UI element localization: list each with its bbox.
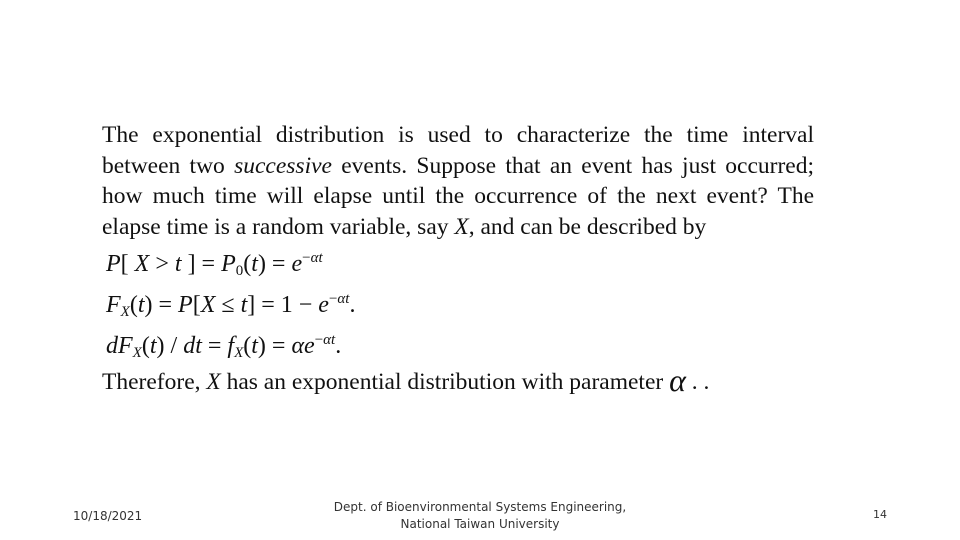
intro-paragraph xyxy=(102,120,814,242)
footer-dept-line2: National Taiwan University xyxy=(400,517,560,531)
paragraph-italic-word: successive xyxy=(234,152,332,179)
equation-pdf: $dF_X(t)$ / dt = $f_X(t) = \alpha e^{-\alpha t}$. xyxy=(106,332,342,361)
footer-date: 10/18/2021 xyxy=(73,509,143,523)
conclusion-variable: X xyxy=(206,369,221,395)
equation-survival: P[ X > t ] = $P_0(t) = e^{-\alpha t}$ xyxy=(106,250,323,279)
conclusion-line xyxy=(102,362,814,398)
paragraph-variable: X xyxy=(454,213,469,240)
conclusion-text-1: Therefore, xyxy=(102,369,207,395)
alpha-symbol: α xyxy=(669,362,686,398)
conclusion-text-2: has an exponential distribution with parameter xyxy=(220,369,670,395)
page-number: 14 xyxy=(873,508,887,521)
paragraph-text-2: events. Suppose that an event has just occurred; how much time will elapse until the occurrence of the next event? The elapse time is a random variable, say xyxy=(102,152,814,240)
footer-department xyxy=(330,499,630,533)
footer-dept-line1: Dept. of Bioenvironmental Systems Engineering, xyxy=(333,500,627,514)
slide-body xyxy=(102,120,814,398)
conclusion-text-3: . . xyxy=(685,369,710,395)
paragraph-text-3: , and can be described by xyxy=(468,213,707,240)
paragraph-text-1: The exponential distribution is used to characterize the time interval between two xyxy=(102,122,814,179)
equation-cdf: $F_X(t) = P[X \le t] = 1 - e^{-\alpha t}$. xyxy=(106,291,356,320)
